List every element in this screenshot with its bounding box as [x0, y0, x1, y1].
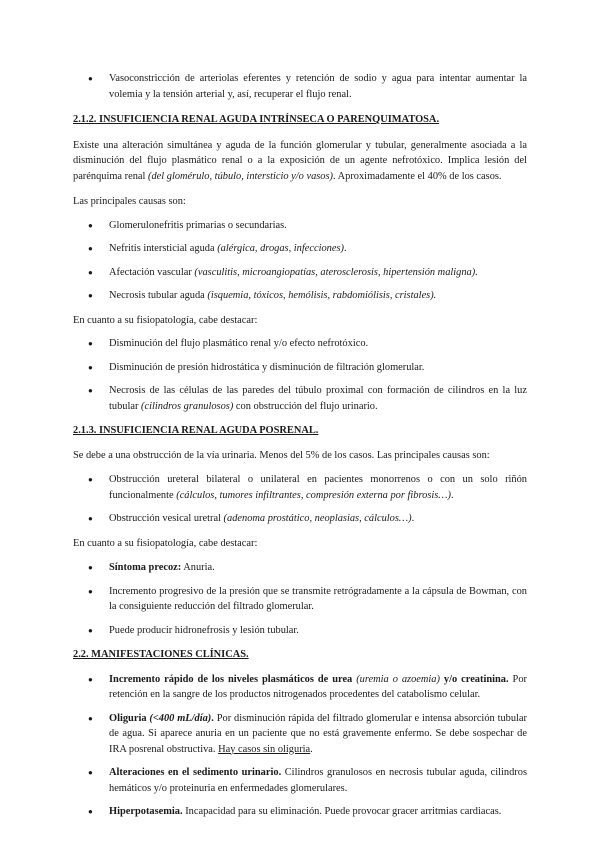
list-item: ● Nefritis intersticial aguda (alérgica, drogas, infecciones).: [73, 241, 527, 257]
manifestations-list: [73, 672, 527, 820]
top-list: [73, 71, 527, 102]
paragraph-physio-label-posrenal: En cuanto a su fisiopatología, cabe destacar:: [73, 537, 258, 549]
list-item: ● Puede producir hidronefrosis y lesión tubular.: [73, 623, 527, 639]
list-item: ● Disminución del flujo plasmático renal y/o efecto nefrotóxico.: [73, 336, 527, 352]
paragraph-physio-label: En cuanto a su fisiopatología, cabe destacar:: [73, 314, 258, 326]
document-page: [73, 71, 527, 820]
causes-list-intrinseca: [73, 218, 527, 304]
list-item: ● Disminución de presión hidrostática y disminución de filtración glomerular.: [73, 360, 527, 376]
section-heading-2-1-2: 2.1.2. INSUFICIENCIA RENAL AGUDA INTRÍNSECA O PARENQUIMATOSA.: [73, 114, 440, 125]
list-item: ● Necrosis tubular aguda (isquemia, tóxicos, hemólisis, rabdomiólisis, cristales).: [73, 288, 527, 304]
list-item: ● Obstrucción ureteral bilateral o unilateral en pacientes monorrenos o con un solo riñón funcionalmente (cálculos, tumores infiltrantes, compresión externa por fibrosis…).: [73, 472, 527, 503]
paragraph-intro-posrenal: Se debe a una obstrucción de la vía urinaria. Menos del 5% de los casos. Las principales causas son:: [73, 449, 490, 461]
causes-list-posrenal: [73, 472, 527, 527]
section-heading-2-2: 2.2. MANIFESTACIONES CLÍNICAS.: [73, 649, 249, 660]
list-item: ● Vasoconstricción de arteriolas eferentes y retención de sodio y agua para intentar aumentar la volemia y la tensión arterial y, así, recuperar el flujo renal.: [73, 71, 527, 102]
list-item: ● Afectación vascular (vasculitis, microangiopatías, aterosclerosis, hipertensión maligna).: [73, 265, 527, 281]
list-item: ● Glomerulonefritis primarias o secundarias.: [73, 218, 527, 234]
paragraph-causes-label: Las principales causas son:: [73, 196, 186, 207]
list-item: ● Obstrucción vesical uretral (adenoma prostático, neoplasias, cálculos…).: [73, 511, 527, 527]
physio-list-intrinseca: [73, 336, 527, 414]
physio-list-posrenal: [73, 560, 527, 638]
list-item: ● Hiperpotasemia. Incapacidad para su eliminación. Puede provocar gracer arritmias cardiacas.: [73, 804, 527, 820]
list-item: ● Incremento progresivo de la presión que se transmite retrógradamente a la cápsula de Bowman, con la consiguiente reducción del filtrado glomerular.: [73, 584, 527, 615]
list-item: ● Alteraciones en el sedimento urinario. Cilindros granulosos en necrosis tubular aguda, cilindros hemáticos y/o proteinuria en enfermedades glomerulares.: [73, 765, 527, 796]
list-item: ● Síntoma precoz: Anuria.: [73, 560, 527, 576]
list-item: ● Oliguria (<400 mL/día). Por disminución rápida del filtrado glomerular e intensa absorción tubular de agua. Si aparece anuria en un paciente que no está gravemente enfermo. Se debe sospechar de IRA posrenal obstructiva. Hay casos sin oliguria.: [73, 711, 527, 758]
list-item: ● Incremento rápido de los niveles plasmáticos de urea (uremia o azoemia) y/o creatinina. Por retención en la sangre de los productos nitrogenados procedentes del catabolismo celular.: [73, 672, 527, 703]
paragraph-intro-intrinseca: Existe una alteración simultánea y aguda de la función glomerular y tubular, generalmente asociada a la disminución del flujo plasmático renal o a la exposición de un agente nefrotóxico. Implica lesión del parénquima renal (del glomérulo, túbulo, intersticio y/o vasos). Aproximadamente el 40% de los casos.: [73, 139, 527, 182]
section-heading-2-1-3: 2.1.3. INSUFICIENCIA RENAL AGUDA POSRENAL.: [73, 425, 319, 436]
list-item: ● Necrosis de las células de las paredes del túbulo proximal con formación de cilindros en la luz tubular (cilindros granulosos) con obstrucción del flujo urinario.: [73, 383, 527, 414]
